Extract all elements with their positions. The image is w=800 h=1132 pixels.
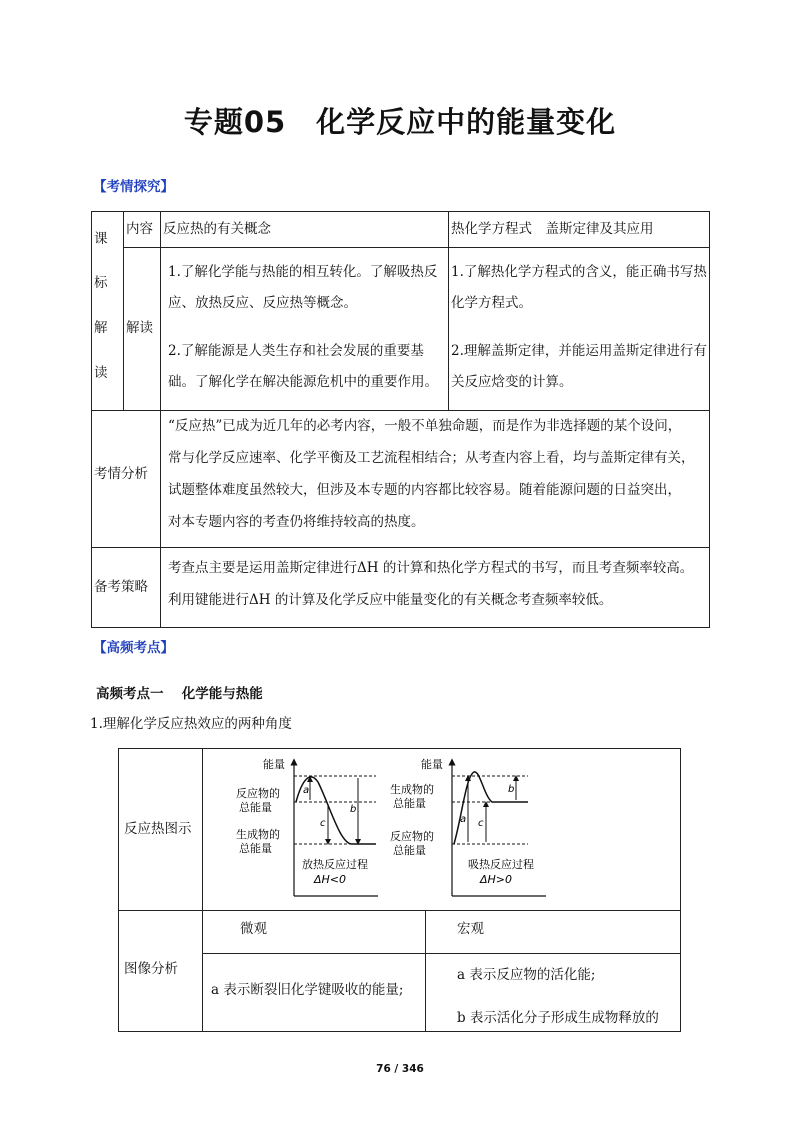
x-axis-label: 吸热反应过程 (468, 858, 534, 871)
label-b: b (508, 784, 515, 795)
label-a: a (303, 785, 310, 796)
x-axis-label: 放热反应过程 (302, 858, 368, 871)
subheading-topic-one: 高频考点一 化学能与热能 (96, 686, 263, 702)
y-axis-label: 能量 (421, 758, 443, 771)
reactant-energy-label-1: 反应物的 (236, 787, 280, 800)
col-micro: 微观 (240, 921, 267, 937)
reactant-energy-label-2: 总能量 (393, 844, 426, 857)
kaoqing-line1: “反应热”已成为近几年的必考内容，一般不单独命题，而是作为非选择题的某个设问， (168, 418, 682, 434)
beikao-line2: 利用键能进行ΔH 的计算及化学反应中能量变化的有关概念考查频率较低。 (168, 592, 613, 608)
beikao-line1: 考查点主要是运用盖斯定律进行ΔH 的计算和热化学方程式的书写，而且考查频率较高。 (168, 560, 694, 576)
product-energy-label-2: 总能量 (239, 842, 272, 855)
macro-b-text: b 表示活化分子形成生成物释放的 (457, 1010, 659, 1026)
label-b: b (350, 804, 357, 815)
label-c: c (320, 818, 326, 829)
micro-a-text: a 表示断裂旧化学键吸收的能量; (211, 982, 404, 998)
delta-h-label: ΔH<0 (314, 873, 347, 886)
t2-line4: 关反应焓变的计算。 (451, 374, 573, 390)
product-energy-label-1: 生成物的 (390, 783, 434, 796)
label-reaction-diagram: 反应热图示 (124, 821, 192, 837)
beikao-label: 备考策略 (94, 579, 148, 595)
t1-line3: 2.了解能源是人类生存和社会发展的重要基 (168, 343, 424, 359)
col-macro: 宏观 (457, 921, 484, 937)
kaoqing-label: 考情分析 (94, 466, 148, 482)
page-number: 76 / 346 (376, 1063, 424, 1075)
section-heading-gaopin: 【高频考点】 (93, 640, 174, 656)
product-energy-label-1: 生成物的 (236, 828, 280, 841)
intro-line: 1.理解化学反应热效应的两种角度 (90, 716, 292, 732)
product-energy-label-2: 总能量 (393, 797, 426, 810)
topic-reaction-heat: 反应热的有关概念 (163, 221, 271, 237)
t1-line1: 1.了解化学能与热能的相互转化。了解吸热反 (168, 264, 438, 280)
row-label-ke: 课 (94, 231, 108, 247)
row-label-jie: 解 (94, 320, 108, 336)
t2-line1: 1.了解热化学方程式的含义，能正确书写热 (451, 264, 707, 280)
macro-a-text: a 表示反应物的活化能; (457, 967, 596, 983)
page-title: 专题05 化学反应中的能量变化 (183, 105, 617, 139)
t1-line4: 础。了解化学在解决能源危机中的重要作用。 (168, 374, 438, 390)
t2-line3: 2.理解盖斯定律，并能运用盖斯定律进行有 (451, 343, 707, 359)
label-a: a (460, 814, 467, 825)
kaoqing-line4: 对本专题内容的考查仍将维持较高的热度。 (168, 514, 425, 530)
reactant-energy-label-2: 总能量 (239, 801, 272, 814)
label-diagram-analysis: 图像分析 (124, 961, 178, 977)
reactant-energy-label-1: 反应物的 (390, 830, 434, 843)
col-header-jiedu: 解读 (126, 320, 153, 336)
t1-line2: 应、放热反应、反应热等概念。 (168, 295, 357, 311)
col-header-neirong: 内容 (126, 221, 153, 237)
row-label-du: 读 (94, 365, 108, 381)
section-heading-kaoqing: 【考情探究】 (93, 179, 174, 195)
kaoqing-line3: 试题整体难度虽然较大，但涉及本专题的内容都比较容易。随着能源问题的日益突出， (168, 482, 681, 498)
row-label-biao: 标 (94, 275, 108, 291)
topic-thermo-equation: 热化学方程式 盖斯定律及其应用 (451, 221, 654, 237)
delta-h-label: ΔH>0 (480, 873, 513, 886)
endothermic-energy-diagram (388, 756, 548, 906)
y-axis-label: 能量 (263, 758, 285, 771)
label-c: c (478, 818, 484, 829)
kaoqing-line2: 常与化学反应速率、化学平衡及工艺流程相结合；从考查内容上看，均与盖斯定律有关， (168, 450, 695, 466)
t2-line2: 化学方程式。 (451, 295, 532, 311)
exothermic-energy-diagram (230, 756, 380, 906)
